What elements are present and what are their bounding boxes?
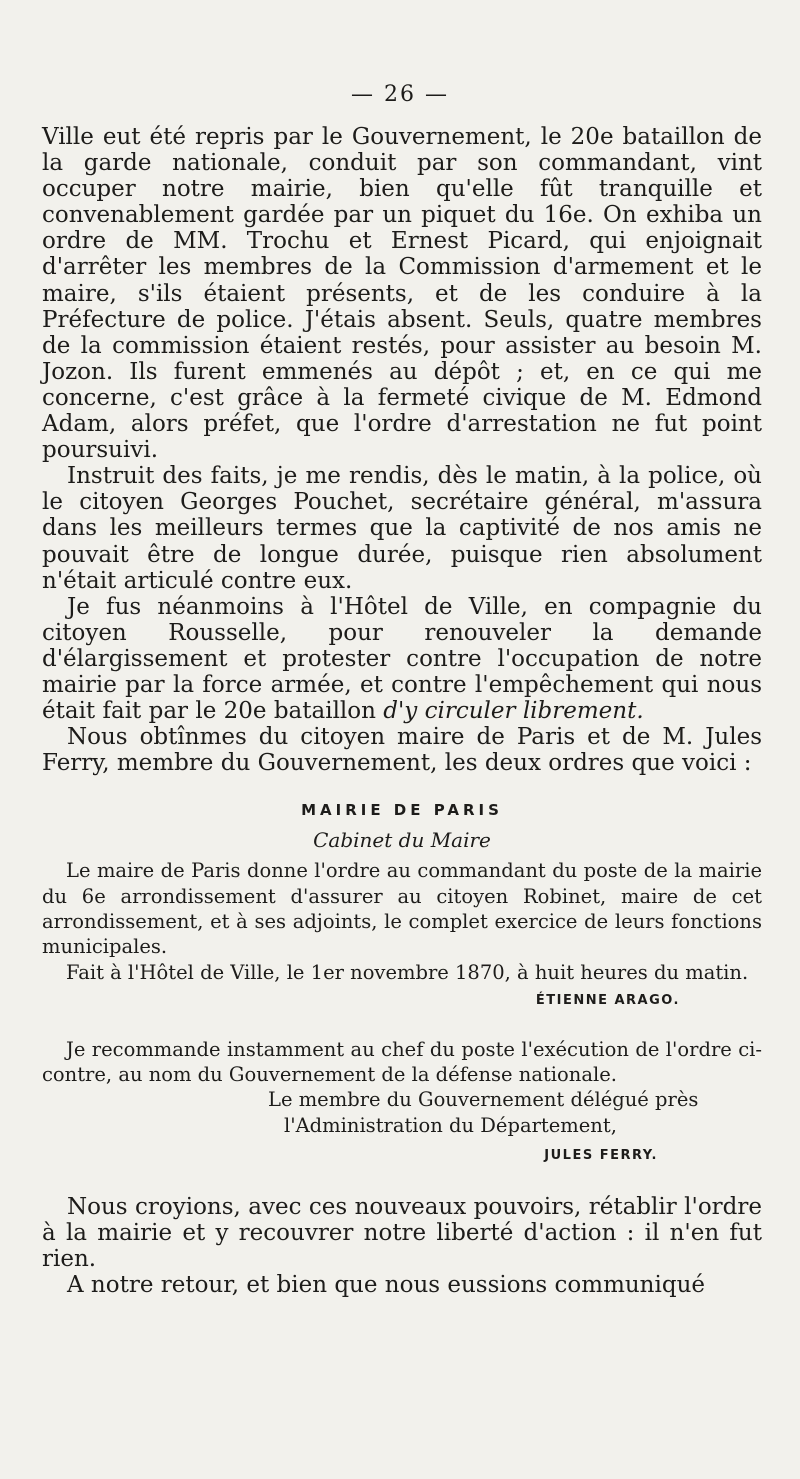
- order-heading: MAIRIE DE PARIS: [301, 801, 503, 820]
- paragraph-3-italic: d'y circuler librement.: [383, 698, 644, 725]
- page-number: — 26 —: [351, 82, 449, 107]
- order-1-dated: Fait à l'Hôtel de Ville, le 1er novembre 1870, à huit heures du matin.: [66, 960, 749, 984]
- order-2-title-line-2: l'Administration du Département,: [284, 1113, 617, 1137]
- order-2-title: [268, 1087, 762, 1138]
- closing-paragraph-1: Nous croyions, avec ces nouveaux pouvoirs, rétablir l'ordre à la mairie et y recouvrer notre liberté d'action : il n'en fut rien.: [42, 1194, 762, 1273]
- order-2-text: Je recommande instamment au chef du poste l'exécution de l'ordre ci-contre, au nom du Gouvernement de la défense nationale.: [42, 1037, 762, 1087]
- order-1-text: Le maire de Paris donne l'ordre au commandant du poste de la mairie du 6e arrondissement d'assurer au citoyen Robinet, maire de cet arrondissement, et à ses adjoints, le complet exercice de leurs fonctions municipales.: [42, 859, 762, 959]
- closing-paragraph-2: A notre retour, et bien que nous eussions communiqué: [67, 1272, 706, 1299]
- closing-text: [42, 1194, 762, 1298]
- paragraph-3-text: Je fus néanmoins à l'Hôtel de Ville, en compagnie du citoyen Rousselle, pour renouveler la demande d'élargissement et protester contre l'occupation de notre mairie par la force armée, et contre l'empêchement qui nous était fait par le 20e bataillon: [42, 593, 762, 725]
- order-subheading: Cabinet du Maire: [313, 828, 491, 853]
- order-1: [42, 858, 762, 984]
- paragraph-4: Nous obtînmes du citoyen maire de Paris et de M. Jules Ferry, membre du Gouvernement, les deux ordres que voici :: [42, 724, 762, 777]
- paragraph-1: Ville eut été repris par le Gouvernement, le 20e bataillon de la garde nationale, conduit par son commandant, vint occuper notre mairie, bien qu'elle fût tranquille et convenablement gardée par un piquet du 16e. On exhiba un ordre de MM. Trochu et Ernest Picard, qui enjoignait d'arrêter les membres de la Commission d'armement et le maire, s'ils étaient présents, et de les conduire à la Préfecture de police. J'étais absent. Seuls, quatre membres de la commission étaient restés, pour assister au besoin M. Jozon. Ils furent emmenés au dépôt ; et, en ce qui me concerne, c'est grâce à la fermeté civique de M. Edmond Adam, alors préfet, que l'ordre d'arrestation ne fut point poursuivi.: [42, 124, 762, 464]
- paragraph-3: [42, 594, 762, 724]
- signature-ferry: JULES FERRY.: [544, 1148, 658, 1164]
- order-2: [42, 1037, 762, 1088]
- body-text: [42, 124, 762, 1298]
- paragraph-2: Instruit des faits, je me rendis, dès le matin, à la police, où le citoyen Georges Pouchet, secrétaire général, m'assura dans les meilleurs termes que la captivité de nos amis ne pouvait être de longue durée, puisque rien absolument n'était articulé contre eux.: [42, 463, 762, 594]
- order-2-title-line-1: Le membre du Gouvernement délégué près: [268, 1088, 699, 1112]
- signature-arago: ÉTIENNE ARAGO.: [535, 992, 680, 1008]
